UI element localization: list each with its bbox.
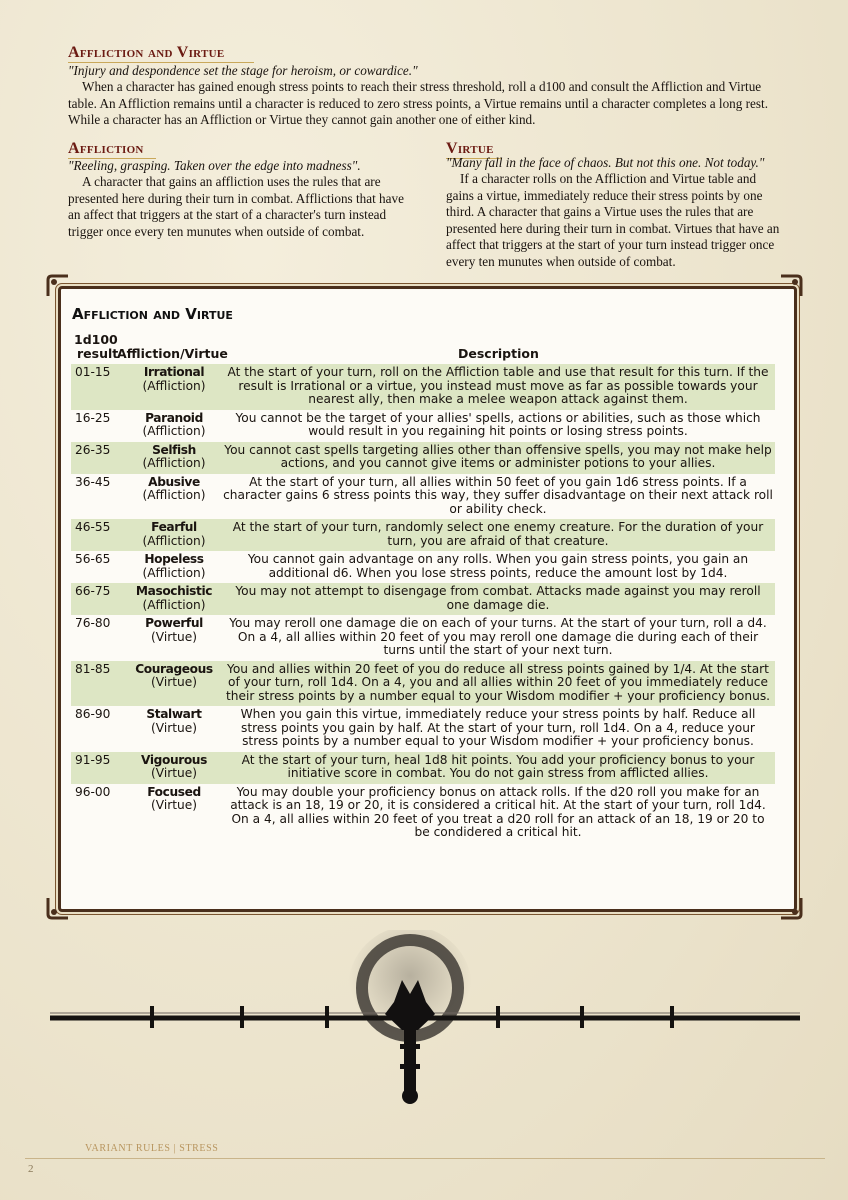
affliction-paragraph: A character that gains an affliction uses the rules that are presented here during their turn in combat. Afflictions that have an affect that triggers at the start of a character's turn instead trigger once every ten munutes when outside of combat. — [68, 174, 404, 239]
result-name: Selfish — [152, 442, 196, 457]
result-name-cell — [131, 366, 217, 393]
result-type: (Virtue) — [151, 675, 197, 689]
result-description: You cannot gain advantage on any rolls. When you gain stress points, you gain an additional d6. When you lose stress points, reduce the amount lost by 1d4. — [247, 552, 749, 580]
result-name-cell — [131, 412, 217, 439]
table-body — [71, 364, 775, 843]
result-description: You may double your proficiency bonus on attack rolls. If the d20 roll you make for an attack is an 18, 19 or 20, it is considered a critical hit. At the start of your turn, roll 1d4. On a 4, all allies within 20 feet of you treat a d20 roll for an attack of an 18, 19 or 20 to be condidered a critical hit. — [230, 784, 766, 839]
result-description: You may not attempt to disengage from combat. Attacks made against you may reroll one damage die. — [235, 584, 761, 612]
result-name: Fearful — [151, 520, 197, 534]
roll-range: 26-35 — [75, 442, 111, 457]
result-description: At the start of your turn, heal 1d8 hit points. You add your proficiency bonus to your initiative score in combat. You do not gain stress from afflicted allies. — [241, 752, 755, 780]
intro-paragraph: When a character has gained enough stress points to reach their stress threshold, roll a d100 and consult the Affliction and Virtue table. An Affliction remains until a character is reduced to zero stress points, a Virtue remains until a character completes a long rest. While a character has an Affliction or Virtue they cannot gain another one of either kind. — [68, 79, 768, 127]
result-type: (Virtue) — [151, 798, 197, 812]
section-heading-affliction-and-virtue: Affliction and Virtue — [68, 44, 254, 63]
result-name-cell — [131, 663, 217, 690]
section-heading-virtue: Virtue — [446, 140, 502, 159]
result-name: Vigourous — [141, 752, 207, 767]
result-name: Hopeless — [144, 552, 204, 566]
result-type: (Affliction) — [142, 597, 206, 612]
result-name-cell — [131, 786, 217, 813]
column-header-roll-line1: 1d100 — [74, 332, 118, 347]
roll-range: 81-85 — [75, 661, 111, 676]
result-name: Irrational — [143, 365, 205, 379]
table-title: Affliction and Virtue — [72, 305, 233, 323]
result-name-cell — [131, 444, 217, 471]
table-row — [71, 615, 775, 661]
roll-range: 01-15 — [75, 365, 111, 379]
result-name: Masochistic — [135, 584, 213, 598]
table-row — [71, 442, 775, 474]
result-name: Abusive — [148, 474, 200, 489]
footer-running-title: VARIANT RULES | STRESS — [85, 1143, 219, 1154]
page-number: 2 — [28, 1163, 34, 1175]
column-header-description: Description — [458, 346, 539, 361]
table-row — [71, 410, 775, 442]
table-row — [71, 661, 775, 707]
virtue-quote: "Many fall in the face of chaos. But not this one. Not today." — [446, 155, 765, 170]
result-name-cell — [131, 476, 217, 503]
roll-range: 96-00 — [75, 784, 111, 799]
roll-range: 36-45 — [75, 474, 111, 489]
roll-range: 56-65 — [75, 552, 111, 566]
table-row — [71, 519, 775, 551]
result-name: Powerful — [145, 616, 203, 630]
corner-ornament-bottom-left — [46, 896, 70, 920]
result-name-cell — [131, 521, 217, 548]
result-name: Stalwart — [146, 707, 202, 721]
roll-range: 91-95 — [75, 752, 111, 767]
result-type: (Affliction) — [142, 565, 206, 580]
result-name-cell — [131, 754, 217, 781]
decorative-torch-ornament — [30, 930, 820, 1120]
result-description: At the start of your turn, all allies within 50 feet of you gain 1d6 stress points. If a character gains 6 stress points this way, they suffer disadvantage on their next attack roll or ability check. — [223, 474, 773, 516]
result-description: At the start of your turn, roll on the Affliction table and use that result for this turn. If the result is Irrational or a virtue, you instead must move as far as possible towards your nearest ally, then make a melee weapon attack against them. — [227, 365, 769, 406]
roll-range: 86-90 — [75, 707, 111, 721]
result-description: When you gain this virtue, immediately reduce your stress points by half. Reduce all stress points you gain by half. At the start of your turn, roll 1d4. On a 4, reduce your stress points by a number equal to your Wisdom modifier + your proficiency bonus. — [240, 707, 756, 748]
table-row — [71, 474, 775, 520]
result-type: (Virtue) — [151, 720, 197, 735]
result-name: Focused — [147, 784, 201, 799]
result-name-cell — [131, 617, 217, 644]
column-header-name: Affliction/Virtue — [117, 346, 228, 361]
result-name-cell — [131, 553, 217, 580]
result-type: (Virtue) — [151, 766, 197, 780]
footer-divider — [25, 1158, 825, 1159]
result-type: (Affliction) — [142, 456, 206, 470]
result-description: You and allies within 20 feet of you do reduce all stress points gained by 1/4. At the start of your turn, roll 1d4. On a 4, you and all allies within 20 feet of you immediately reduce their stress points by a number equal to your Wisdom modifier + your proficiency bonus. — [225, 661, 771, 703]
result-type: (Virtue) — [151, 629, 197, 644]
result-type: (Affliction) — [142, 424, 206, 438]
table-row — [71, 706, 775, 752]
result-type: (Affliction) — [142, 378, 206, 393]
corner-ornament-top-right — [779, 274, 803, 298]
column-header-roll-line2: result — [77, 346, 119, 361]
column-header-roll — [74, 333, 118, 361]
corner-ornament-bottom-right — [779, 896, 803, 920]
result-name-cell — [131, 585, 217, 612]
intro-quote: "Injury and despondence set the stage for heroism, or cowardice." — [68, 63, 418, 78]
affliction-quote: "Reeling, grasping. Taken over the edge into madness". — [68, 158, 361, 173]
table-row — [71, 784, 775, 843]
table-row — [71, 752, 775, 784]
result-description: You cannot cast spells targeting allies other than offensive spells, you may not make help actions, and you cannot give items or administer potions to your allies. — [224, 442, 772, 470]
result-name: Paranoid — [145, 410, 203, 425]
table-row — [71, 583, 775, 615]
result-type: (Affliction) — [142, 533, 206, 548]
result-name: Courageous — [135, 661, 213, 676]
result-name-cell — [131, 708, 217, 735]
roll-range: 16-25 — [75, 410, 111, 425]
result-description: You cannot be the target of your allies' spells, actions or abilities, such as those which would result in you regaining hit points or losing stress points. — [235, 410, 761, 438]
result-description: You may reroll one damage die on each of your turns. At the start of your turn, roll a d4. On a 4, all allies within 20 feet of you may reroll one damage die during each of their turns until the start of your next turn. — [229, 616, 767, 657]
roll-range: 46-55 — [75, 520, 111, 534]
corner-ornament-top-left — [46, 274, 70, 298]
section-heading-affliction: Affliction — [68, 140, 156, 159]
result-description: At the start of your turn, randomly select one enemy creature. For the duration of your turn, you are afraid of that creature. — [232, 520, 764, 548]
result-type: (Affliction) — [142, 488, 206, 502]
roll-range: 66-75 — [75, 584, 111, 598]
roll-range: 76-80 — [75, 616, 111, 630]
table-row — [71, 364, 775, 410]
table-row — [71, 551, 775, 583]
virtue-paragraph: If a character rolls on the Affliction and Virtue table and gains a virtue, immediately reduce their stress points by one third. A character that gains a Virtue uses the rules that are presented here during their turn in combat. Virtues that have an affect that triggers at the start of your turn instead trigger once every ten munutes when outside of combat. — [446, 171, 780, 269]
